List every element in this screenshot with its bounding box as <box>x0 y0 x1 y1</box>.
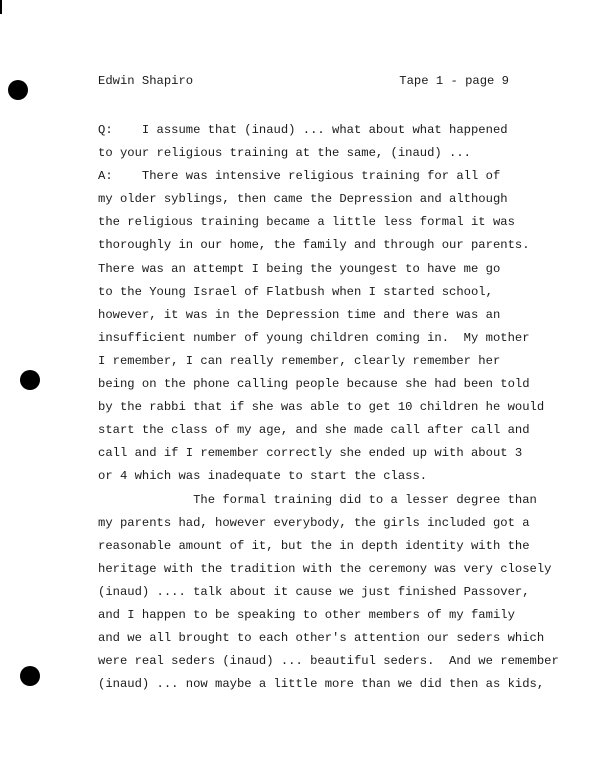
binder-hole-bottom <box>20 666 40 686</box>
page-edge-mark <box>0 0 2 14</box>
transcript-line: the religious training became a little less formal it was <box>98 215 515 230</box>
transcript-line: insufficient number of young children coming in. My mother <box>98 330 530 345</box>
transcript-line: heritage with the tradition with the ceremony was very closely <box>98 561 552 576</box>
transcript-line: reasonable amount of it, but the in depth identity with the <box>98 538 530 553</box>
transcript-line: I remember, I can really remember, clearly remember her <box>98 353 501 368</box>
transcript-line: thoroughly in our home, the family and through our parents. <box>98 238 530 253</box>
transcript-line: were real seders (inaud) ... beautiful seders. And we remember <box>98 654 559 669</box>
transcript-line: (inaud) ... now maybe a little more than we did then as kids, <box>98 677 545 692</box>
transcript-line: or 4 which was inadequate to start the class. <box>98 469 428 484</box>
transcript-line: call and if I remember correctly she ended up with about 3 <box>98 446 523 461</box>
transcript-line: to your religious training at the same, (inaud) ... <box>98 146 471 161</box>
interviewee-name: Edwin Shapiro <box>98 74 194 88</box>
transcript-line: (inaud) .... talk about it cause we just finished Passover, <box>98 584 530 599</box>
transcript-line: my parents had, however everybody, the girls included got a <box>98 515 530 530</box>
binder-hole-top <box>8 80 28 100</box>
transcript-line: by the rabbi that if she was able to get 10 children he would <box>98 400 545 415</box>
transcript-line: and I happen to be speaking to other members of my family <box>98 607 515 622</box>
transcript-line: start the class of my age, and she made call after call and <box>98 423 530 438</box>
transcript-line: being on the phone calling people because she had been told <box>98 377 530 392</box>
transcript-line: and we all brought to each other's attention our seders which <box>98 631 545 646</box>
tape-page-reference: Tape 1 - page 9 <box>399 74 509 88</box>
transcript-line: my older syblings, then came the Depression and although <box>98 192 508 207</box>
transcript-line: however, it was in the Depression time and there was an <box>98 307 501 322</box>
transcript-line: Q: I assume that (inaud) ... what about what happened <box>98 123 508 137</box>
page-header <box>98 74 509 90</box>
transcript-line: A: There was intensive religious training for all of <box>98 169 501 184</box>
transcript-line: The formal training did to a lesser degree than <box>98 492 537 507</box>
transcript-line: to the Young Israel of Flatbush when I started school, <box>98 284 493 299</box>
binder-hole-middle <box>20 370 40 390</box>
transcript-line: There was an attempt I being the youngest to have me go <box>98 261 501 276</box>
transcript-body <box>98 119 559 696</box>
